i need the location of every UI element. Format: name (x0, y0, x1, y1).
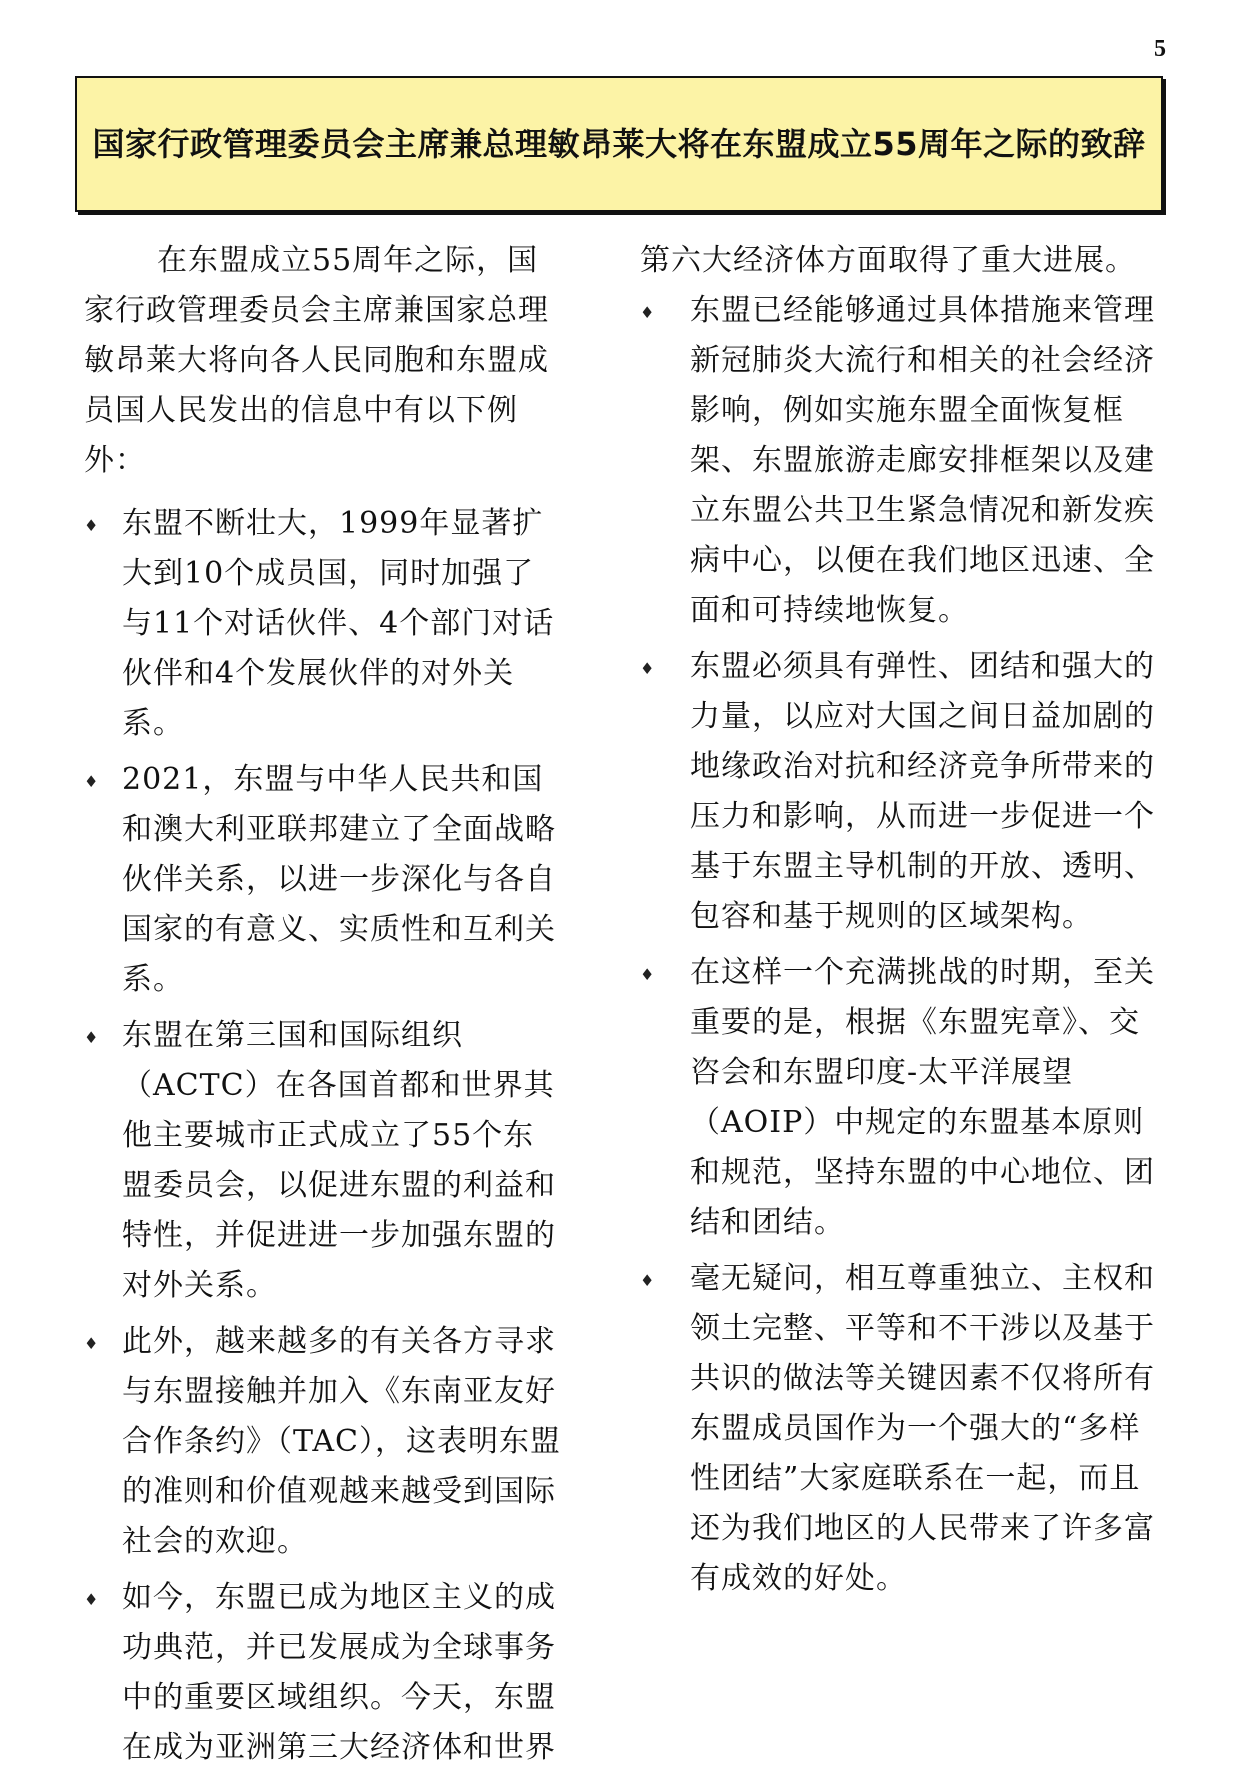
bullet-item (84, 1317, 564, 1567)
diamond-bullet-icon: ♦ (640, 965, 656, 984)
bullet-text: 东盟不断壮大，1999年显著扩大到10个成员国，同时加强了与11个对话伙伴、4个部门对话伙伴和4个发展伙伴的对外关系。 (122, 506, 555, 741)
diamond-bullet-icon: ♦ (84, 1028, 100, 1047)
diamond-bullet-icon: ♦ (640, 659, 656, 678)
intro-paragraph: 在东盟成立55周年之际，国家行政管理委员会主席兼国家总理敏昂莱大将向各人民同胞和东盟成员国人民发出的信息中有以下例外： (84, 243, 549, 478)
bullet-text: 东盟已经能够通过具体措施来管理新冠肺炎大流行和相关的社会经济影响，例如实施东盟全面恢复框架、东盟旅游走廊安排框架以及建立东盟公共卫生紧急情况和新发疾病中心，以便在我们地区迅速、全面和可持续地恢复。 (690, 293, 1155, 628)
bullet-text: 如今，东盟已成为地区主义的成功典范，并已发展成为全球事务中的重要区域组织。今天，东盟在成为亚洲第三大经济体和世界 (122, 1580, 556, 1765)
bullet-item (84, 1011, 564, 1311)
left-bullet-list (84, 499, 564, 1773)
diamond-bullet-icon: ♦ (84, 1590, 100, 1609)
title-box (75, 76, 1163, 212)
bullet-text: 在这样一个充满挑战的时期，至关重要的是，根据《东盟宪章》、交咨会和东盟印度-太平洋展望（AOIP）中规定的东盟基本原则和规范，坚持东盟的中心地位、团结和团结。 (690, 955, 1155, 1240)
bullet-item (84, 755, 564, 1005)
bullet-item (84, 1573, 564, 1773)
continued-paragraph: 第六大经济体方面取得了重大进展。 (640, 243, 1136, 278)
article-title: 国家行政管理委员会主席兼总理敏昂莱大将在东盟成立55周年之际的致辞 (92, 125, 1146, 163)
bullet-text: 东盟在第三国和国际组织（ACTC）在各国首都和世界其他主要城市正式成立了55个东盟委员会，以促进东盟的利益和特性，并促进进一步加强东盟的对外关系。 (122, 1018, 556, 1303)
bullet-item (640, 286, 1160, 636)
page-number: 5 (1154, 36, 1166, 62)
bullet-text: 东盟必须具有弹性、团结和强大的力量，以应对大国之间日益加剧的地缘政治对抗和经济竞争所带来的压力和影响，从而进一步促进一个基于东盟主导机制的开放、透明、包容和基于规则的区域架构。 (690, 649, 1155, 934)
bullet-item (640, 948, 1160, 1248)
diamond-bullet-icon: ♦ (84, 772, 100, 791)
bullet-text: 毫无疑问，相互尊重独立、主权和领土完整、平等和不干涉以及基于共识的做法等关键因素不仅将所有东盟成员国作为一个强大的“多样性团结”大家庭联系在一起，而且还为我们地区的人民带来了许多富有成效的好处。 (690, 1261, 1155, 1596)
diamond-bullet-icon: ♦ (84, 516, 100, 535)
diamond-bullet-icon: ♦ (640, 303, 656, 322)
diamond-bullet-icon: ♦ (640, 1271, 656, 1290)
diamond-bullet-icon: ♦ (84, 1334, 100, 1353)
bullet-item (640, 642, 1160, 942)
bullet-item (640, 1254, 1160, 1604)
bullet-text: 此外，越来越多的有关各方寻求与东盟接触并加入《东南亚友好合作条约》（TAC），这表明东盟的准则和价值观越来越受到国际社会的欢迎。 (122, 1324, 561, 1559)
bullet-item (84, 499, 564, 749)
right-bullet-list (640, 286, 1160, 1604)
left-column (84, 236, 564, 1779)
right-column (640, 236, 1160, 1610)
bullet-text: 2021，东盟与中华人民共和国和澳大利亚联邦建立了全面战略伙伴关系，以进一步深化与各自国家的有意义、实质性和互利关系。 (122, 762, 556, 997)
